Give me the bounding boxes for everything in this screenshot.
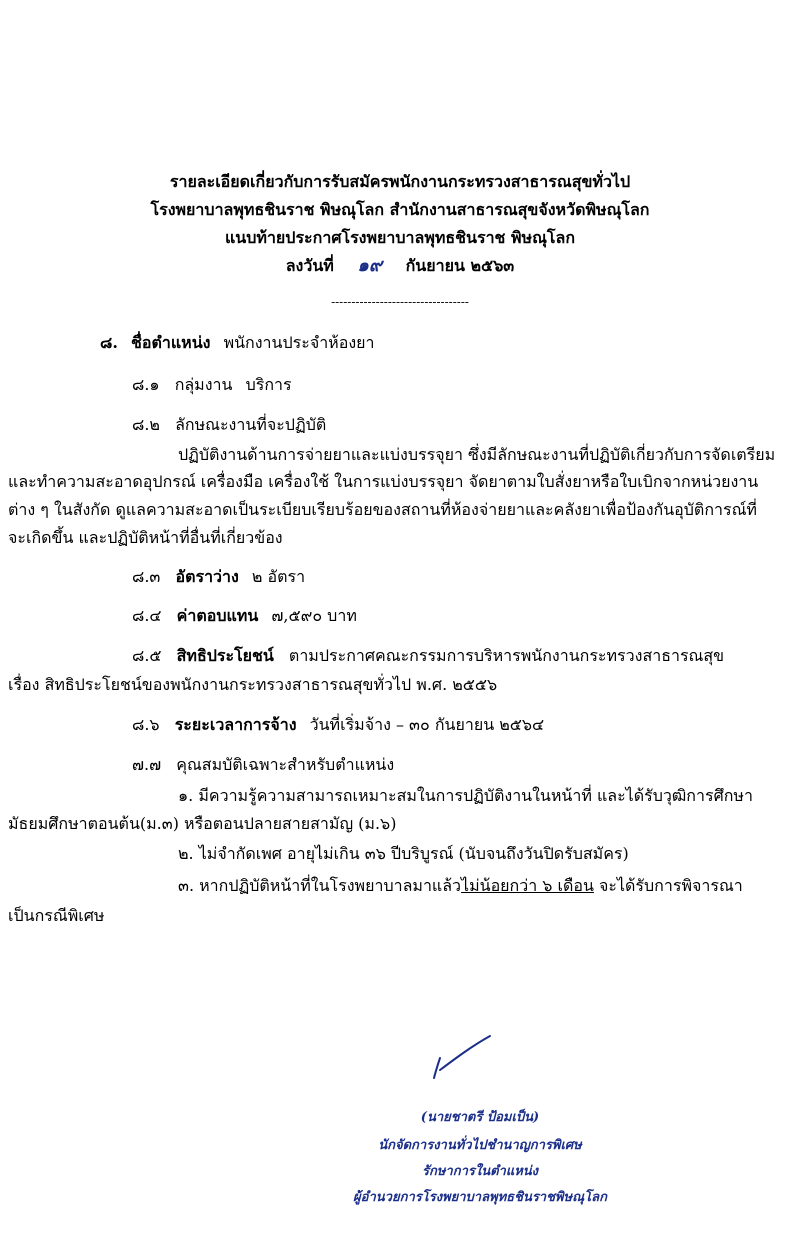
qualification-3-line2: เป็นกรณีพิเศษ: [8, 906, 105, 925]
section-value: บริการ: [245, 375, 292, 394]
qualification-1-line2: มัธยมศึกษาตอนต้น(ม.๓) หรือตอนปลายสายสามัญ (ม.๖): [8, 814, 397, 833]
section-8-2-text-line4: จะเกิดขึ้น และปฏิบัติหน้าที่อื่นที่เกี่ยวข้อง: [8, 528, 283, 547]
section-8-5-line1: [132, 645, 724, 667]
position-row: [100, 332, 375, 354]
section-label: ค่าตอบแทน: [176, 606, 259, 625]
header-divider: ----------------------------------: [331, 295, 469, 309]
section-8-2-text-line3: ต่าง ๆ ในสังกัด ดูแลความสะอาดเป็นระเบียบเรียบร้อยของสถานที่ห้องจ่ายยาและคลังยาเพื่อป้องกันอุบัติการณ์ที่: [8, 500, 757, 519]
qualification-2: ๒. ไม่จำกัดเพศ อายุไม่เกิน ๓๖ ปีบริบูรณ์ (นับจนถึงวันปิดรับสมัคร): [178, 844, 629, 863]
section-8-1: [132, 374, 292, 396]
signatory-title-3: ผู้อำนวยการโรงพยาบาลพุทธชินราชพิษณุโลก: [353, 1190, 607, 1205]
section-value: ๗,๕๙๐ บาท: [271, 606, 357, 625]
section-8-4: [132, 605, 357, 627]
header-title-line1: รายละเอียดเกี่ยวกับการรับสมัครพนักงานกระทรวงสาธารณสุขทั่วไป: [169, 172, 631, 191]
section-8-2-text-line1: ปฏิบัติงานด้านการจ่ายยาและแบ่งบรรจุยา ซึ่งมีลักษณะงานที่ปฏิบัติเกี่ยวกับการจัดเตรียม: [178, 445, 776, 464]
section-value: ๒ อัตรา: [251, 567, 306, 586]
section-label: ลักษณะงานที่จะปฏิบัติ: [175, 415, 327, 434]
section-8-6: [132, 714, 544, 736]
header-date-line: [0, 256, 800, 276]
signatory-name: (นายชาตรี ป้อมเป็น): [420, 1110, 540, 1125]
section-number: ๗.๗: [132, 755, 162, 774]
header-title-line2: โรงพยาบาลพุทธชินราช พิษณุโลก สำนักงานสาธารณสุขจังหวัดพิษณุโลก: [150, 200, 650, 219]
section-number: ๘.๓: [132, 567, 161, 586]
qualification-3-underlined: ไม่น้อยกว่า ๖ เดือน: [461, 876, 594, 895]
section-8-5-line2: เรื่อง สิทธิประโยชน์ของพนักงานกระทรวงสาธารณสุขทั่วไป พ.ศ. ๒๕๕๖: [8, 675, 498, 694]
date-prefix: ลงวันที่: [285, 256, 334, 275]
section-number: ๘.๖: [132, 715, 160, 734]
header-title-line3: แนบท้ายประกาศโรงพยาบาลพุทธชินราช พิษณุโลก: [224, 228, 576, 247]
section-label: ระยะเวลาการจ้าง: [174, 715, 297, 734]
section-label: คุณสมบัติเฉพาะสำหรับตำแหน่ง: [176, 755, 395, 774]
qualification-3-suffix: จะได้รับการพิจารณา: [593, 876, 743, 895]
signatory-title-1: นักจัดการงานทั่วไปชำนาญการพิเศษ: [378, 1138, 582, 1153]
section-7-7-heading: [132, 754, 394, 776]
section-number: ๘.๑: [132, 375, 160, 394]
signatory-title-2: รักษาการในตำแหน่ง: [421, 1164, 539, 1179]
section-8-2-heading: [132, 414, 326, 436]
position-value: พนักงานประจำห้องยา: [223, 333, 375, 352]
position-number: ๘.: [100, 333, 118, 352]
section-8-3: [132, 566, 305, 588]
date-month-year: กันยายน ๒๕๖๓: [405, 256, 515, 275]
qualification-3-line1: [178, 875, 743, 897]
section-text: ตามประกาศคณะกรรมการบริหารพนักงานกระทรวงสาธารณสุข: [288, 646, 725, 665]
section-number: ๘.๔: [132, 606, 162, 625]
section-label: กลุ่มงาน: [174, 375, 233, 394]
section-number: ๘.๒: [132, 415, 160, 434]
section-number: ๘.๕: [132, 646, 162, 665]
qualification-3-prefix: ๓. หากปฏิบัติหน้าที่ในโรงพยาบาลมาแล้ว: [178, 876, 462, 895]
position-label: ชื่อตำแหน่ง: [131, 333, 211, 352]
signature-mark: [420, 1030, 510, 1100]
section-value: วันที่เริ่มจ้าง – ๓๐ กันยายน ๒๕๖๔: [309, 715, 545, 734]
qualification-1-line1: ๑. มีความรู้ความสามารถเหมาะสมในการปฏิบัติงานในหน้าที่ และได้รับวุฒิการศึกษา: [178, 786, 753, 805]
section-label: อัตราว่าง: [175, 567, 239, 586]
date-day-handwritten: ๑๙: [357, 255, 383, 276]
section-label: สิทธิประโยชน์: [176, 646, 274, 665]
section-8-2-text-line2: และทำความสะอาดอุปกรณ์ เครื่องมือ เครื่องใช้ ในการแบ่งบรรจุยา จัดยาตามใบสั่งยาหรือใบเบิกจากหน่วยงาน: [8, 472, 759, 491]
